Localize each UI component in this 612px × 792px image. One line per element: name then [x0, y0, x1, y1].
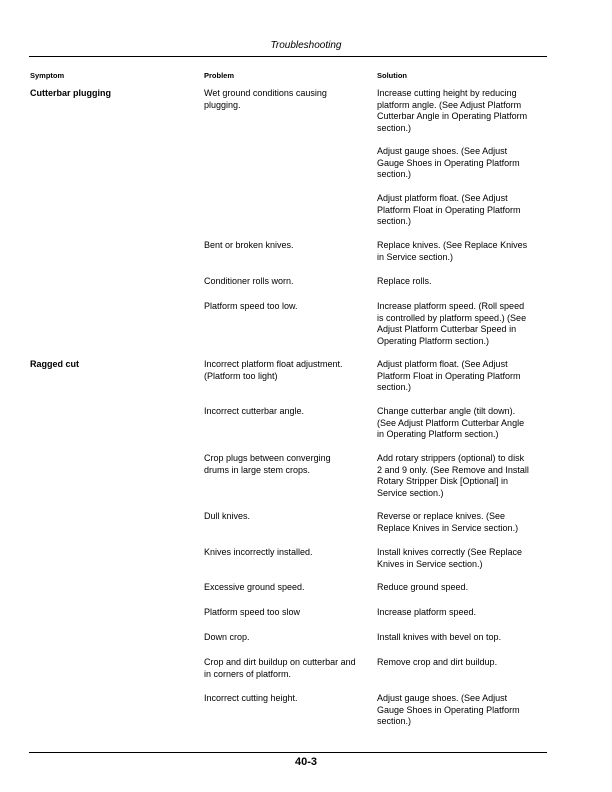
problem-item: Wet ground conditions causing plugging.: [204, 88, 327, 110]
page-number: 40-3: [294, 756, 318, 768]
solution-item: Remove crop and dirt buildup.: [377, 657, 498, 667]
problem-item: Platform speed too low.: [204, 301, 298, 311]
solution-item: Increase platform speed. (Roll speed is controlled by platform speed.) (See Adjust Platform Cutterbar Speed in Operating Platform section.): [377, 301, 527, 346]
symptom-ragged-cut: Ragged cut: [30, 359, 80, 369]
solution-item: Adjust platform float. (See Adjust Platform Float in Operating Platform section.): [377, 193, 521, 226]
problem-item: Crop plugs between converging drums in large stem crops.: [204, 453, 331, 475]
solution-item: Adjust platform float. (See Adjust Platform Float in Operating Platform section.): [377, 359, 521, 392]
solution-item: Increase cutting height by reducing platform angle. (See Adjust Platform Cutterbar Angle in Operating Platform section.): [377, 88, 528, 133]
problem-item: Incorrect platform float adjustment. (Platform too light): [204, 359, 343, 381]
solution-item: Install knives correctly (See Replace Knives in Service section.): [377, 547, 523, 569]
problem-item: Crop and dirt buildup on cutterbar and in corners of platform.: [204, 657, 356, 679]
problem-item: Incorrect cutting height.: [204, 693, 298, 703]
problem-item: Knives incorrectly installed.: [204, 547, 313, 557]
solution-item: Increase platform speed.: [377, 607, 477, 617]
column-header-solution: Solution: [377, 71, 407, 80]
solution-item: Change cutterbar angle (tilt down). (See Adjust Platform Cutterbar Angle in Operating Platform section.): [377, 406, 525, 439]
solution-item: Reverse or replace knives. (See Replace Knives in Service section.): [377, 511, 519, 533]
solution-item: Replace knives. (See Replace Knives in Service section.): [377, 240, 528, 262]
problem-item: Excessive ground speed.: [204, 582, 305, 592]
solution-item: Adjust gauge shoes. (See Adjust Gauge Shoes in Operating Platform section.): [377, 146, 520, 179]
problem-item: Bent or broken knives.: [204, 240, 294, 250]
solution-item: Reduce ground speed.: [377, 582, 469, 592]
column-header-symptom: Symptom: [30, 71, 65, 80]
problem-item: Incorrect cutterbar angle.: [204, 406, 305, 416]
column-header-problem: Problem: [204, 71, 235, 80]
footer-divider: [29, 752, 547, 753]
solution-item: Adjust gauge shoes. (See Adjust Gauge Shoes in Operating Platform section.): [377, 693, 520, 726]
problem-item: Down crop.: [204, 632, 250, 642]
problem-item: Conditioner rolls worn.: [204, 276, 294, 286]
solution-item: Install knives with bevel on top.: [377, 632, 502, 642]
symptom-cutterbar-plugging: Cutterbar plugging: [30, 88, 111, 98]
solution-item: Add rotary strippers (optional) to disk 2 and 9 only. (See Remove and Install Rotary Stripper Disk [Optional] in Service section.): [377, 453, 529, 498]
running-header: Troubleshooting: [270, 40, 342, 51]
header-divider: [29, 56, 547, 57]
solution-item: Replace rolls.: [377, 276, 432, 286]
problem-item: Dull knives.: [204, 511, 251, 521]
problem-item: Platform speed too slow: [204, 607, 301, 617]
